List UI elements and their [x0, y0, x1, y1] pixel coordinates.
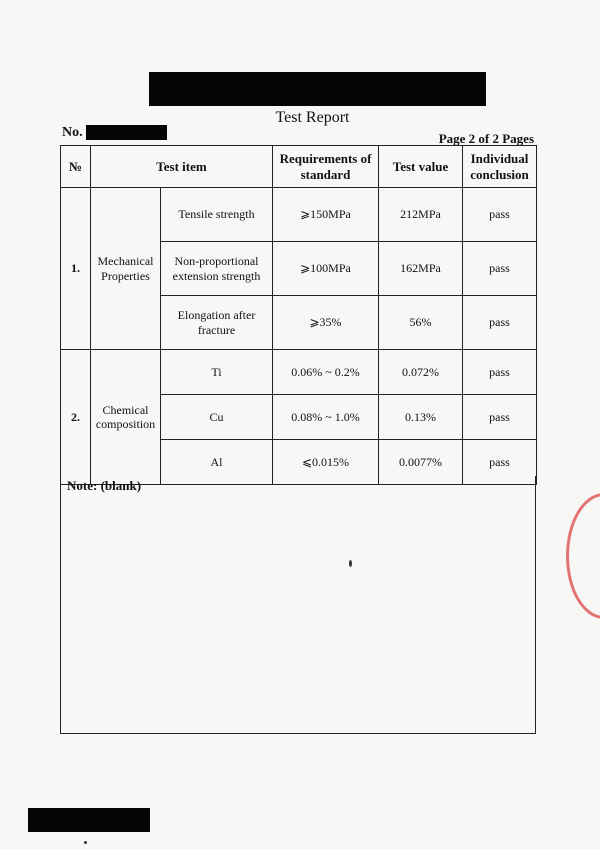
- conclusion-cell: pass: [463, 350, 537, 395]
- page-indicator: Page 2 of 2 Pages: [438, 131, 534, 146]
- requirement-cell: ⩽0.015%: [273, 440, 379, 485]
- test-value-cell: 0.0077%: [379, 440, 463, 485]
- test-item-cell: Ti: [161, 350, 273, 395]
- group-name: Chemical composition: [91, 350, 161, 485]
- conclusion-cell: pass: [463, 242, 537, 296]
- column-header-number: №: [61, 146, 91, 188]
- stamp-seal: [566, 493, 600, 619]
- test-item-cell: Cu: [161, 395, 273, 440]
- conclusion-cell: pass: [463, 395, 537, 440]
- test-item-cell: Elongation after fracture: [161, 296, 273, 350]
- column-header-test-value: Test value: [379, 146, 463, 188]
- scan-speck: [84, 841, 87, 844]
- note-box: [60, 476, 536, 734]
- redaction-block-header: [149, 72, 486, 106]
- scan-speck: [349, 560, 352, 567]
- table-header-row: [61, 146, 537, 188]
- test-value-cell: 56%: [379, 296, 463, 350]
- test-item-cell: Tensile strength: [161, 188, 273, 242]
- conclusion-cell: pass: [463, 440, 537, 485]
- group-number: 1.: [61, 188, 91, 350]
- test-value-cell: 0.072%: [379, 350, 463, 395]
- test-item-cell: Non-proportional extension strength: [161, 242, 273, 296]
- conclusion-cell: pass: [463, 296, 537, 350]
- column-header-requirements: Requirements of standard: [273, 146, 379, 188]
- column-header-test-item: Test item: [91, 146, 273, 188]
- requirement-cell: 0.06% ~ 0.2%: [273, 350, 379, 395]
- group-number: 2.: [61, 350, 91, 485]
- report-number-label: No.: [62, 125, 83, 140]
- note: [67, 478, 141, 494]
- note-text: (blank): [100, 478, 142, 493]
- report-title: Test Report: [275, 109, 350, 126]
- table-row: [61, 188, 537, 242]
- conclusion-cell: pass: [463, 188, 537, 242]
- redaction-block-footer: [28, 808, 150, 832]
- group-name: Mechanical Properties: [91, 188, 161, 350]
- test-item-cell: Al: [161, 440, 273, 485]
- test-value-cell: 0.13%: [379, 395, 463, 440]
- requirement-cell: ⩾150MPa: [273, 188, 379, 242]
- note-label: Note:: [67, 478, 98, 493]
- redaction-block-number: [86, 125, 167, 140]
- test-results-table: [60, 145, 537, 485]
- test-value-cell: 162MPa: [379, 242, 463, 296]
- requirement-cell: 0.08% ~ 1.0%: [273, 395, 379, 440]
- test-value-cell: 212MPa: [379, 188, 463, 242]
- requirement-cell: ⩾35%: [273, 296, 379, 350]
- table-row: [61, 350, 537, 395]
- column-header-conclusion: Individual conclusion: [463, 146, 537, 188]
- requirement-cell: ⩾100MPa: [273, 242, 379, 296]
